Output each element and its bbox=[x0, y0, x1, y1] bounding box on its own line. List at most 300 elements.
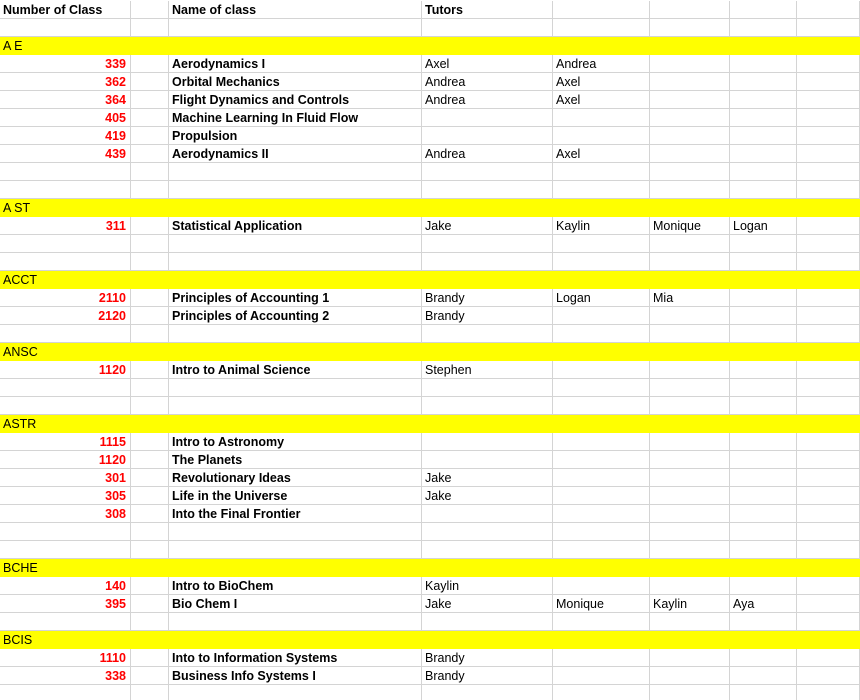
tutor-cell[interactable]: Kaylin bbox=[650, 595, 730, 613]
empty-cell[interactable] bbox=[131, 343, 169, 361]
empty-cell[interactable] bbox=[553, 163, 650, 181]
empty-cell[interactable] bbox=[0, 19, 131, 37]
empty-cell[interactable] bbox=[422, 181, 553, 199]
empty-cell[interactable] bbox=[553, 433, 650, 451]
class-number[interactable]: 1110 bbox=[0, 649, 131, 667]
empty-cell[interactable] bbox=[422, 415, 553, 433]
empty-cell[interactable] bbox=[797, 235, 860, 253]
empty-cell[interactable] bbox=[0, 685, 131, 700]
empty-cell[interactable] bbox=[131, 127, 169, 145]
class-number[interactable]: 362 bbox=[0, 73, 131, 91]
empty-cell[interactable] bbox=[730, 181, 797, 199]
empty-cell[interactable] bbox=[131, 109, 169, 127]
empty-cell[interactable] bbox=[131, 559, 169, 577]
empty-cell[interactable] bbox=[797, 289, 860, 307]
empty-cell[interactable] bbox=[131, 505, 169, 523]
tutor-cell[interactable]: Axel bbox=[553, 91, 650, 109]
empty-cell[interactable] bbox=[131, 595, 169, 613]
empty-cell[interactable] bbox=[797, 451, 860, 469]
empty-cell[interactable] bbox=[650, 469, 730, 487]
empty-cell[interactable] bbox=[131, 163, 169, 181]
tutor-cell[interactable]: Brandy bbox=[422, 289, 553, 307]
empty-cell[interactable] bbox=[797, 217, 860, 235]
empty-cell[interactable] bbox=[0, 523, 131, 541]
empty-cell[interactable] bbox=[553, 559, 650, 577]
empty-cell[interactable] bbox=[650, 397, 730, 415]
empty-cell[interactable] bbox=[0, 613, 131, 631]
empty-cell[interactable] bbox=[797, 559, 860, 577]
empty-cell[interactable] bbox=[553, 649, 650, 667]
empty-cell[interactable] bbox=[0, 397, 131, 415]
empty-cell[interactable] bbox=[730, 127, 797, 145]
tutor-cell[interactable]: Andrea bbox=[422, 91, 553, 109]
class-number[interactable]: 1120 bbox=[0, 361, 131, 379]
class-number[interactable]: 140 bbox=[0, 577, 131, 595]
empty-cell[interactable] bbox=[131, 145, 169, 163]
empty-cell[interactable] bbox=[553, 271, 650, 289]
empty-cell[interactable] bbox=[730, 307, 797, 325]
empty-cell[interactable] bbox=[169, 397, 422, 415]
empty-cell[interactable] bbox=[422, 379, 553, 397]
empty-cell[interactable] bbox=[0, 163, 131, 181]
class-name[interactable]: Intro to Astronomy bbox=[169, 433, 422, 451]
empty-cell[interactable] bbox=[730, 289, 797, 307]
empty-cell[interactable] bbox=[730, 19, 797, 37]
section-name[interactable]: BCHE bbox=[0, 559, 131, 577]
empty-cell[interactable] bbox=[422, 451, 553, 469]
empty-cell[interactable] bbox=[422, 541, 553, 559]
empty-cell[interactable] bbox=[797, 667, 860, 685]
empty-cell[interactable] bbox=[797, 379, 860, 397]
empty-cell[interactable] bbox=[131, 649, 169, 667]
class-number[interactable]: 339 bbox=[0, 55, 131, 73]
empty-cell[interactable] bbox=[797, 397, 860, 415]
class-name[interactable]: Into to Information Systems bbox=[169, 649, 422, 667]
empty-cell[interactable] bbox=[553, 361, 650, 379]
class-number[interactable]: 305 bbox=[0, 487, 131, 505]
empty-cell[interactable] bbox=[797, 109, 860, 127]
empty-cell[interactable] bbox=[730, 37, 797, 55]
empty-cell[interactable] bbox=[131, 379, 169, 397]
tutor-cell[interactable]: Monique bbox=[553, 595, 650, 613]
class-number[interactable]: 405 bbox=[0, 109, 131, 127]
empty-cell[interactable] bbox=[131, 451, 169, 469]
empty-cell[interactable] bbox=[650, 487, 730, 505]
empty-cell[interactable] bbox=[553, 343, 650, 361]
tutor-cell[interactable]: Jake bbox=[422, 469, 553, 487]
empty-cell[interactable] bbox=[553, 613, 650, 631]
class-name[interactable]: Aerodynamics II bbox=[169, 145, 422, 163]
empty-cell[interactable] bbox=[131, 55, 169, 73]
tutor-cell[interactable]: Brandy bbox=[422, 649, 553, 667]
empty-cell[interactable] bbox=[730, 469, 797, 487]
header-tutors[interactable]: Tutors bbox=[422, 1, 553, 19]
tutor-cell[interactable]: Logan bbox=[553, 289, 650, 307]
tutor-cell[interactable]: Stephen bbox=[422, 361, 553, 379]
empty-cell[interactable] bbox=[650, 235, 730, 253]
empty-cell[interactable] bbox=[730, 559, 797, 577]
empty-cell[interactable] bbox=[797, 505, 860, 523]
header-name-of-class[interactable]: Name of class bbox=[169, 1, 422, 19]
empty-cell[interactable] bbox=[650, 451, 730, 469]
empty-cell[interactable] bbox=[131, 253, 169, 271]
empty-cell[interactable] bbox=[730, 433, 797, 451]
empty-cell[interactable] bbox=[169, 523, 422, 541]
empty-cell[interactable] bbox=[169, 163, 422, 181]
empty-cell[interactable] bbox=[797, 145, 860, 163]
empty-cell[interactable] bbox=[730, 397, 797, 415]
empty-cell[interactable] bbox=[797, 577, 860, 595]
empty-cell[interactable] bbox=[797, 595, 860, 613]
class-name[interactable]: Intro to BioChem bbox=[169, 577, 422, 595]
empty-cell[interactable] bbox=[650, 37, 730, 55]
empty-cell[interactable] bbox=[169, 253, 422, 271]
empty-cell[interactable] bbox=[553, 379, 650, 397]
empty-cell[interactable] bbox=[797, 253, 860, 271]
empty-cell[interactable] bbox=[169, 325, 422, 343]
tutor-cell[interactable]: Andrea bbox=[422, 73, 553, 91]
class-number[interactable]: 419 bbox=[0, 127, 131, 145]
empty-cell[interactable] bbox=[169, 685, 422, 700]
empty-cell[interactable] bbox=[650, 649, 730, 667]
empty-cell[interactable] bbox=[422, 127, 553, 145]
empty-cell[interactable] bbox=[730, 487, 797, 505]
empty-cell[interactable] bbox=[730, 667, 797, 685]
empty-cell[interactable] bbox=[553, 415, 650, 433]
empty-cell[interactable] bbox=[650, 559, 730, 577]
empty-cell[interactable] bbox=[131, 667, 169, 685]
class-name[interactable]: Propulsion bbox=[169, 127, 422, 145]
empty-cell[interactable] bbox=[797, 91, 860, 109]
empty-cell[interactable] bbox=[422, 253, 553, 271]
empty-cell[interactable] bbox=[131, 469, 169, 487]
tutor-cell[interactable]: Brandy bbox=[422, 307, 553, 325]
class-name[interactable]: Statistical Application bbox=[169, 217, 422, 235]
empty-cell[interactable] bbox=[730, 649, 797, 667]
empty-cell[interactable] bbox=[730, 685, 797, 700]
tutor-cell[interactable]: Jake bbox=[422, 217, 553, 235]
empty-cell[interactable] bbox=[0, 379, 131, 397]
empty-cell[interactable] bbox=[422, 325, 553, 343]
class-name[interactable]: Bio Chem I bbox=[169, 595, 422, 613]
class-name[interactable]: Principles of Accounting 2 bbox=[169, 307, 422, 325]
header-empty-cell[interactable] bbox=[553, 1, 650, 19]
empty-cell[interactable] bbox=[730, 631, 797, 649]
empty-cell[interactable] bbox=[422, 631, 553, 649]
tutor-cell[interactable]: Jake bbox=[422, 487, 553, 505]
empty-cell[interactable] bbox=[131, 631, 169, 649]
empty-cell[interactable] bbox=[797, 73, 860, 91]
header-number-of-class[interactable]: Number of Class bbox=[0, 1, 131, 19]
empty-cell[interactable] bbox=[553, 505, 650, 523]
empty-cell[interactable] bbox=[422, 559, 553, 577]
empty-cell[interactable] bbox=[131, 541, 169, 559]
empty-cell[interactable] bbox=[131, 19, 169, 37]
empty-cell[interactable] bbox=[422, 199, 553, 217]
empty-cell[interactable] bbox=[553, 451, 650, 469]
class-number[interactable]: 338 bbox=[0, 667, 131, 685]
empty-cell[interactable] bbox=[553, 667, 650, 685]
empty-cell[interactable] bbox=[797, 199, 860, 217]
empty-cell[interactable] bbox=[797, 127, 860, 145]
empty-cell[interactable] bbox=[0, 235, 131, 253]
empty-cell[interactable] bbox=[797, 37, 860, 55]
empty-cell[interactable] bbox=[797, 613, 860, 631]
empty-cell[interactable] bbox=[730, 343, 797, 361]
empty-cell[interactable] bbox=[650, 55, 730, 73]
class-name[interactable]: Into the Final Frontier bbox=[169, 505, 422, 523]
empty-cell[interactable] bbox=[553, 127, 650, 145]
empty-cell[interactable] bbox=[422, 271, 553, 289]
empty-cell[interactable] bbox=[650, 667, 730, 685]
empty-cell[interactable] bbox=[797, 685, 860, 700]
empty-cell[interactable] bbox=[422, 613, 553, 631]
empty-cell[interactable] bbox=[797, 631, 860, 649]
class-number[interactable]: 301 bbox=[0, 469, 131, 487]
empty-cell[interactable] bbox=[650, 343, 730, 361]
class-number[interactable]: 1115 bbox=[0, 433, 131, 451]
empty-cell[interactable] bbox=[797, 433, 860, 451]
empty-cell[interactable] bbox=[169, 199, 422, 217]
empty-cell[interactable] bbox=[650, 91, 730, 109]
empty-cell[interactable] bbox=[730, 91, 797, 109]
empty-cell[interactable] bbox=[650, 631, 730, 649]
empty-cell[interactable] bbox=[422, 433, 553, 451]
empty-cell[interactable] bbox=[797, 307, 860, 325]
empty-cell[interactable] bbox=[131, 91, 169, 109]
empty-cell[interactable] bbox=[131, 307, 169, 325]
empty-cell[interactable] bbox=[131, 289, 169, 307]
empty-cell[interactable] bbox=[422, 235, 553, 253]
tutor-cell[interactable]: Andrea bbox=[553, 55, 650, 73]
empty-cell[interactable] bbox=[131, 577, 169, 595]
empty-cell[interactable] bbox=[730, 523, 797, 541]
tutor-cell[interactable]: Axel bbox=[553, 73, 650, 91]
empty-cell[interactable] bbox=[553, 19, 650, 37]
empty-cell[interactable] bbox=[650, 19, 730, 37]
tutor-cell[interactable]: Axel bbox=[553, 145, 650, 163]
empty-cell[interactable] bbox=[422, 109, 553, 127]
empty-cell[interactable] bbox=[650, 127, 730, 145]
empty-cell[interactable] bbox=[797, 163, 860, 181]
empty-cell[interactable] bbox=[553, 397, 650, 415]
class-number[interactable]: 2120 bbox=[0, 307, 131, 325]
class-number[interactable]: 308 bbox=[0, 505, 131, 523]
empty-cell[interactable] bbox=[730, 613, 797, 631]
class-number[interactable]: 364 bbox=[0, 91, 131, 109]
empty-cell[interactable] bbox=[553, 577, 650, 595]
empty-cell[interactable] bbox=[797, 361, 860, 379]
class-name[interactable]: Machine Learning In Fluid Flow bbox=[169, 109, 422, 127]
empty-cell[interactable] bbox=[797, 541, 860, 559]
empty-cell[interactable] bbox=[422, 37, 553, 55]
empty-cell[interactable] bbox=[650, 199, 730, 217]
empty-cell[interactable] bbox=[131, 613, 169, 631]
tutor-cell[interactable]: Kaylin bbox=[553, 217, 650, 235]
empty-cell[interactable] bbox=[422, 523, 553, 541]
empty-cell[interactable] bbox=[131, 325, 169, 343]
empty-cell[interactable] bbox=[730, 271, 797, 289]
tutor-cell[interactable]: Kaylin bbox=[422, 577, 553, 595]
empty-cell[interactable] bbox=[169, 343, 422, 361]
class-number[interactable]: 1120 bbox=[0, 451, 131, 469]
empty-cell[interactable] bbox=[169, 613, 422, 631]
empty-cell[interactable] bbox=[730, 235, 797, 253]
empty-cell[interactable] bbox=[131, 361, 169, 379]
empty-cell[interactable] bbox=[650, 253, 730, 271]
empty-cell[interactable] bbox=[553, 307, 650, 325]
empty-cell[interactable] bbox=[650, 181, 730, 199]
empty-cell[interactable] bbox=[650, 271, 730, 289]
empty-cell[interactable] bbox=[730, 415, 797, 433]
tutor-cell[interactable]: Brandy bbox=[422, 667, 553, 685]
header-empty-cell[interactable] bbox=[650, 1, 730, 19]
empty-cell[interactable] bbox=[131, 523, 169, 541]
empty-cell[interactable] bbox=[650, 361, 730, 379]
empty-cell[interactable] bbox=[797, 55, 860, 73]
empty-cell[interactable] bbox=[553, 487, 650, 505]
empty-cell[interactable] bbox=[0, 325, 131, 343]
empty-cell[interactable] bbox=[422, 163, 553, 181]
tutor-cell[interactable]: Monique bbox=[650, 217, 730, 235]
tutor-cell[interactable]: Mia bbox=[650, 289, 730, 307]
empty-cell[interactable] bbox=[553, 37, 650, 55]
class-name[interactable]: Orbital Mechanics bbox=[169, 73, 422, 91]
empty-cell[interactable] bbox=[169, 631, 422, 649]
empty-cell[interactable] bbox=[650, 379, 730, 397]
empty-cell[interactable] bbox=[650, 505, 730, 523]
empty-cell[interactable] bbox=[797, 181, 860, 199]
class-number[interactable]: 395 bbox=[0, 595, 131, 613]
empty-cell[interactable] bbox=[650, 163, 730, 181]
empty-cell[interactable] bbox=[131, 73, 169, 91]
empty-cell[interactable] bbox=[553, 523, 650, 541]
empty-cell[interactable] bbox=[422, 505, 553, 523]
empty-cell[interactable] bbox=[553, 469, 650, 487]
empty-cell[interactable] bbox=[169, 415, 422, 433]
empty-cell[interactable] bbox=[169, 37, 422, 55]
empty-cell[interactable] bbox=[797, 523, 860, 541]
empty-cell[interactable] bbox=[797, 19, 860, 37]
empty-cell[interactable] bbox=[650, 613, 730, 631]
empty-cell[interactable] bbox=[553, 181, 650, 199]
empty-cell[interactable] bbox=[797, 325, 860, 343]
class-name[interactable]: Principles of Accounting 1 bbox=[169, 289, 422, 307]
header-empty-cell[interactable] bbox=[797, 1, 860, 19]
empty-cell[interactable] bbox=[131, 181, 169, 199]
empty-cell[interactable] bbox=[730, 361, 797, 379]
empty-cell[interactable] bbox=[131, 271, 169, 289]
class-name[interactable]: Flight Dynamics and Controls bbox=[169, 91, 422, 109]
tutor-cell[interactable]: Logan bbox=[730, 217, 797, 235]
empty-cell[interactable] bbox=[797, 271, 860, 289]
empty-cell[interactable] bbox=[797, 343, 860, 361]
class-name[interactable]: Business Info Systems I bbox=[169, 667, 422, 685]
empty-cell[interactable] bbox=[131, 397, 169, 415]
empty-cell[interactable] bbox=[169, 19, 422, 37]
empty-cell[interactable] bbox=[730, 55, 797, 73]
class-name[interactable]: The Planets bbox=[169, 451, 422, 469]
empty-cell[interactable] bbox=[730, 541, 797, 559]
empty-cell[interactable] bbox=[650, 523, 730, 541]
tutor-cell[interactable]: Axel bbox=[422, 55, 553, 73]
empty-cell[interactable] bbox=[0, 181, 131, 199]
empty-cell[interactable] bbox=[650, 541, 730, 559]
tutor-cell[interactable]: Aya bbox=[730, 595, 797, 613]
empty-cell[interactable] bbox=[169, 559, 422, 577]
empty-cell[interactable] bbox=[730, 379, 797, 397]
class-name[interactable]: Intro to Animal Science bbox=[169, 361, 422, 379]
empty-cell[interactable] bbox=[730, 109, 797, 127]
class-number[interactable]: 439 bbox=[0, 145, 131, 163]
empty-cell[interactable] bbox=[553, 235, 650, 253]
empty-cell[interactable] bbox=[422, 343, 553, 361]
section-name[interactable]: ANSC bbox=[0, 343, 131, 361]
empty-cell[interactable] bbox=[131, 199, 169, 217]
empty-cell[interactable] bbox=[797, 649, 860, 667]
empty-cell[interactable] bbox=[730, 145, 797, 163]
section-name[interactable]: BCIS bbox=[0, 631, 131, 649]
empty-cell[interactable] bbox=[650, 325, 730, 343]
class-name[interactable]: Life in the Universe bbox=[169, 487, 422, 505]
empty-cell[interactable] bbox=[422, 19, 553, 37]
class-number[interactable]: 311 bbox=[0, 217, 131, 235]
empty-cell[interactable] bbox=[131, 685, 169, 700]
section-name[interactable]: A E bbox=[0, 37, 131, 55]
tutor-cell[interactable]: Andrea bbox=[422, 145, 553, 163]
empty-cell[interactable] bbox=[730, 325, 797, 343]
empty-cell[interactable] bbox=[797, 469, 860, 487]
empty-cell[interactable] bbox=[730, 73, 797, 91]
empty-cell[interactable] bbox=[0, 541, 131, 559]
empty-cell[interactable] bbox=[422, 685, 553, 700]
tutor-cell[interactable]: Jake bbox=[422, 595, 553, 613]
empty-cell[interactable] bbox=[131, 415, 169, 433]
section-name[interactable]: ACCT bbox=[0, 271, 131, 289]
empty-cell[interactable] bbox=[131, 37, 169, 55]
empty-cell[interactable] bbox=[553, 253, 650, 271]
empty-cell[interactable] bbox=[797, 415, 860, 433]
empty-cell[interactable] bbox=[553, 109, 650, 127]
header-empty-cell[interactable] bbox=[730, 1, 797, 19]
empty-cell[interactable] bbox=[131, 217, 169, 235]
empty-cell[interactable] bbox=[730, 253, 797, 271]
section-name[interactable]: ASTR bbox=[0, 415, 131, 433]
section-name[interactable]: A ST bbox=[0, 199, 131, 217]
empty-cell[interactable] bbox=[422, 397, 553, 415]
empty-cell[interactable] bbox=[169, 235, 422, 253]
empty-cell[interactable] bbox=[650, 577, 730, 595]
empty-cell[interactable] bbox=[797, 487, 860, 505]
empty-cell[interactable] bbox=[730, 451, 797, 469]
empty-cell[interactable] bbox=[730, 199, 797, 217]
empty-cell[interactable] bbox=[131, 235, 169, 253]
empty-cell[interactable] bbox=[553, 199, 650, 217]
empty-cell[interactable] bbox=[650, 109, 730, 127]
empty-cell[interactable] bbox=[650, 433, 730, 451]
empty-cell[interactable] bbox=[650, 73, 730, 91]
empty-cell[interactable] bbox=[650, 307, 730, 325]
empty-cell[interactable] bbox=[131, 487, 169, 505]
empty-cell[interactable] bbox=[131, 433, 169, 451]
empty-cell[interactable] bbox=[650, 685, 730, 700]
empty-cell[interactable] bbox=[650, 145, 730, 163]
empty-cell[interactable] bbox=[650, 415, 730, 433]
empty-cell[interactable] bbox=[730, 577, 797, 595]
class-number[interactable]: 2110 bbox=[0, 289, 131, 307]
empty-cell[interactable] bbox=[730, 163, 797, 181]
empty-cell[interactable] bbox=[0, 253, 131, 271]
